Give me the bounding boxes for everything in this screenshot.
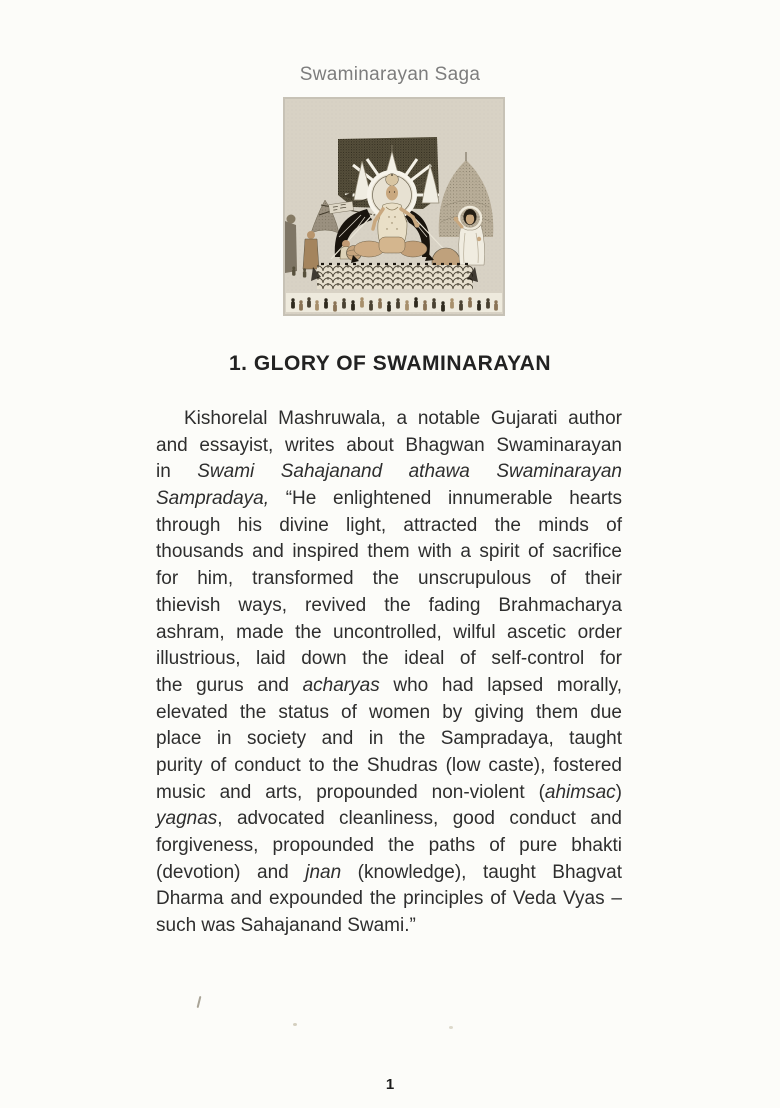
text-segment: ashram, made the uncontrolled, wilful ascetic order xyxy=(156,621,622,643)
text-segment: for him, transformed the unscrupulous of their xyxy=(156,568,622,590)
italic-text-segment: acharyas xyxy=(302,674,380,696)
stray-pen-mark xyxy=(197,996,202,1008)
text-segment: , advocated cleanliness, good conduct and xyxy=(217,808,622,830)
text-segment: thievish ways, revived the fading Brahmacharya xyxy=(156,594,622,616)
italic-text-segment: jnan xyxy=(305,861,342,883)
text-segment: (devotion) and xyxy=(156,861,306,883)
running-header: Swaminarayan Saga xyxy=(299,64,481,85)
chapter-illustration-art xyxy=(283,97,505,316)
paragraph-line xyxy=(156,513,622,540)
paragraph-line xyxy=(156,566,622,593)
body-paragraph xyxy=(156,406,622,940)
paragraph-line xyxy=(156,700,622,727)
text-segment: illustrious, laid down the ideal of self-control for xyxy=(156,648,622,670)
text-segment: Dharma and expounded the principles of Veda Vyas – xyxy=(156,888,622,910)
paragraph-line xyxy=(156,673,622,700)
italic-text-segment: yagnas xyxy=(156,808,218,830)
paragraph-line xyxy=(156,780,622,807)
paragraph-line xyxy=(156,806,622,833)
paragraph-line xyxy=(156,886,622,913)
text-segment: such was Sahajanand Swami.” xyxy=(156,915,416,937)
platform xyxy=(311,264,478,289)
text-segment: who had lapsed morally, xyxy=(379,674,622,696)
paragraph-line xyxy=(156,833,622,860)
text-segment: and essayist, writes about Bhagwan Swaminarayan xyxy=(156,434,622,456)
paragraph-line xyxy=(156,539,622,566)
paragraph-line xyxy=(156,860,622,887)
scan-speck xyxy=(293,1023,297,1026)
paragraph-line xyxy=(156,913,622,940)
text-segment: thousands and inspired them with a spirit of sacrifice xyxy=(156,541,622,563)
text-segment: in xyxy=(156,461,198,483)
italic-text-segment: Swami Sahajanand athawa Swaminarayan xyxy=(197,461,622,483)
text-segment: place in society and in the Sampradaya, taught xyxy=(156,728,622,750)
text-segment: the gurus and xyxy=(156,674,303,696)
text-segment: elevated the status of women by giving them due xyxy=(156,701,622,723)
paragraph-line xyxy=(156,753,622,780)
text-segment: “He enlightened innumerable hearts xyxy=(269,488,622,510)
chapter-title: 1. GLORY OF SWAMINARAYAN xyxy=(229,352,551,375)
text-segment: ) xyxy=(615,781,622,803)
paragraph-line xyxy=(156,459,622,486)
paragraph-line xyxy=(156,486,622,513)
paragraph-line xyxy=(156,620,622,647)
page-number: 1 xyxy=(385,1076,395,1093)
paragraph-line xyxy=(156,593,622,620)
text-segment: purity of conduct to the Shudras (low caste), fostered xyxy=(156,754,622,776)
italic-text-segment: ahimsac xyxy=(544,781,616,803)
italic-text-segment: Sampradaya, xyxy=(156,488,270,510)
text-segment: (knowledge), taught Bhagvat xyxy=(341,861,622,883)
paragraph-line xyxy=(156,646,622,673)
paragraph-line xyxy=(156,726,622,753)
paragraph-line xyxy=(156,406,622,433)
text-segment: forgiveness, propounded the paths of pure bhakti xyxy=(156,835,622,856)
text-segment: music and arts, propounded non-violent ( xyxy=(156,781,545,803)
scan-speck xyxy=(449,1026,453,1029)
paragraph-line xyxy=(156,433,622,460)
text-segment: Kishorelal Mashruwala, a notable Gujarati author xyxy=(184,408,622,429)
text-segment: through his divine light, attracted the minds of xyxy=(156,514,622,536)
chapter-illustration xyxy=(283,97,505,316)
